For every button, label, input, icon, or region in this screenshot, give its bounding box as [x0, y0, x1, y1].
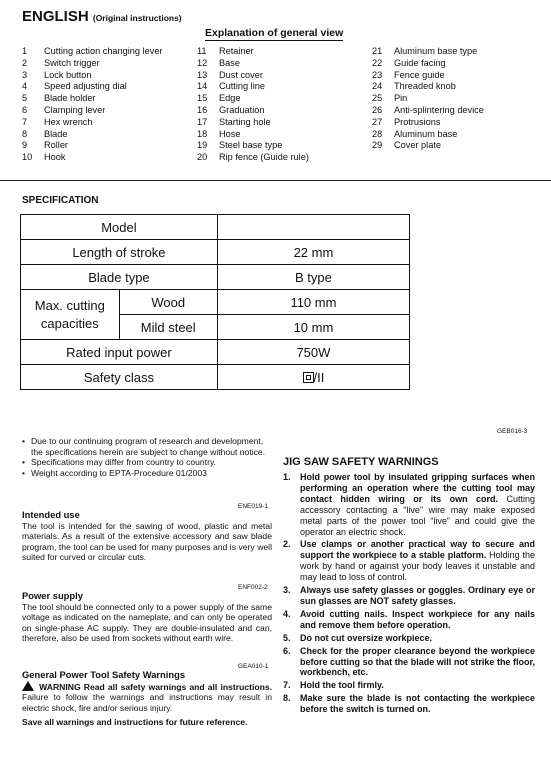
warning-item — [283, 680, 535, 691]
warning-item — [283, 609, 535, 631]
section-text: The tool is intended for the sawing of wood, plastic and metal materials. As a result of the extensive accessory and saw blade program, the tool can be used for many purposes and is very well suited for curved or circular cuts. — [22, 520, 272, 563]
part-number: 15 — [197, 93, 208, 104]
spec-row-blade — [21, 265, 410, 290]
part-number: 9 — [22, 140, 28, 151]
warning-bold-text: Do not cut oversize workpiece. — [300, 632, 433, 643]
spec-value: B type — [217, 265, 409, 290]
part-label: Retainer — [219, 46, 254, 56]
spec-value: 110 mm — [217, 290, 409, 315]
part-label: Pin — [394, 93, 408, 104]
part-number: 26 — [372, 104, 383, 115]
part-label: Hose — [219, 128, 241, 139]
parts-list-item — [22, 105, 163, 117]
warning-bold-text: Check for the proper clearance beyond the workpiece before cutting so that the blade will not strike the floor, workbench, etc. — [300, 645, 535, 678]
spec-label: Model — [21, 215, 218, 240]
parts-list-item — [372, 129, 484, 141]
spec-label: Safety class — [21, 365, 218, 390]
part-label: Guide facing — [394, 57, 446, 68]
part-label: Anti-splintering device — [394, 104, 484, 115]
part-number: 27 — [372, 116, 383, 127]
double-insulation-icon — [303, 372, 314, 383]
part-number: 11 — [197, 46, 207, 56]
part-label: Edge — [219, 93, 241, 104]
part-number: 29 — [372, 140, 383, 151]
spec-value: 750W — [217, 340, 409, 365]
part-label: Rip fence (Guide rule) — [219, 152, 309, 163]
warning-text — [300, 646, 535, 679]
part-label: Hook — [44, 152, 66, 163]
spec-row-safety — [21, 365, 410, 390]
list-item: • Due to our continuing program of research and development, the specifications herein are subject to change without notice. — [22, 436, 266, 457]
warning-text — [300, 633, 432, 644]
warning-bold-text: Use clamps or another practical way to secure and support the workpiece to a stable platform. — [300, 539, 535, 561]
part-number: 23 — [372, 69, 383, 80]
spec-row-wood — [21, 290, 410, 315]
parts-list-item — [372, 105, 484, 117]
parts-list-item — [372, 93, 484, 105]
save-instructions-text: Save all warnings and instructions for future reference. — [22, 717, 248, 728]
warning-item — [283, 472, 535, 537]
part-label: Blade — [44, 128, 68, 139]
part-label: Speed adjusting dial — [44, 81, 127, 92]
part-label: Fence guide — [394, 69, 445, 80]
spec-label: Rated input power — [21, 340, 218, 365]
spec-sublabel: Mild steel — [119, 315, 217, 340]
spec-label: Blade type — [21, 265, 218, 290]
warning-number: 8. — [283, 693, 291, 704]
warning-bold-text: Hold power tool by insulated gripping surfaces when performing an operation where the cutting tool may contact hidden wiring or its own cord. — [300, 472, 535, 504]
parts-list-item — [197, 152, 309, 164]
parts-list-item — [372, 46, 484, 58]
part-number: 10 — [22, 152, 33, 163]
warning-number: 6. — [283, 645, 291, 656]
spec-row-model — [21, 215, 410, 240]
warning-number: 4. — [283, 608, 291, 619]
parts-list-item — [197, 117, 309, 129]
language-title: ENGLISH — [22, 8, 89, 25]
warning-number: 5. — [283, 632, 291, 643]
warning-text — [300, 680, 384, 691]
power-supply-section — [22, 591, 272, 644]
parts-list-item — [22, 129, 163, 141]
part-label: Blade holder — [44, 93, 96, 104]
warning-bold-text: Hold the tool firmly. — [300, 680, 384, 691]
warning-item — [283, 646, 535, 679]
section-divider — [0, 180, 551, 181]
part-number: 1 — [22, 46, 28, 56]
warning-item — [283, 585, 535, 607]
parts-list-item — [197, 46, 309, 58]
parts-list-item — [22, 93, 163, 105]
parts-list-item — [372, 70, 484, 82]
warning-detail-text: Cutting accessory contacting a “live” wire may make exposed metal parts of the power tool “live” and could give the operator an electric shock. — [300, 493, 535, 537]
warning-text — [300, 585, 535, 607]
section-heading: Power supply — [22, 590, 83, 601]
part-number: 25 — [372, 93, 383, 104]
part-number: 5 — [22, 93, 28, 104]
parts-list-item — [22, 117, 163, 129]
part-label: Switch trigger — [44, 57, 100, 68]
part-label: Dust cover — [219, 69, 263, 80]
code-label: ENF002-2 — [238, 584, 268, 591]
warning-text — [300, 609, 535, 631]
specification-title: SPECIFICATION — [22, 195, 99, 206]
part-number: 17 — [197, 116, 208, 127]
list-item: • Specifications may differ from country to country. — [22, 457, 217, 468]
warning-text: WARNING Read all safety warnings and all instructions. Failure to follow the warnings and instructions may result in electric shock, fire and/or serious injury. — [22, 681, 273, 713]
warning-bold-text: Make sure the blade is not contacting the workpiece before the switch is turned on. — [300, 693, 535, 715]
part-number: 12 — [197, 57, 208, 68]
parts-list-item — [197, 93, 309, 105]
warning-item — [283, 633, 535, 644]
parts-list-item — [22, 152, 163, 164]
parts-list-item — [22, 81, 163, 93]
part-number: 28 — [372, 128, 383, 139]
page-title — [22, 8, 182, 25]
part-number: 20 — [197, 152, 208, 163]
parts-list-item — [22, 58, 163, 70]
warning-number: 3. — [283, 585, 291, 596]
bullet-icon: • — [22, 436, 26, 446]
specification-table — [20, 214, 410, 390]
part-label: Aluminum base — [394, 128, 458, 139]
part-label: Lock button — [44, 69, 92, 80]
part-label: Starting hole — [219, 116, 271, 127]
parts-list-item — [197, 105, 309, 117]
part-label: Base — [219, 57, 240, 68]
part-label: Graduation — [219, 104, 265, 115]
part-number: 2 — [22, 57, 28, 68]
part-number: 3 — [22, 69, 28, 80]
warning-text — [300, 472, 535, 537]
warning-number: 2. — [283, 539, 291, 550]
parts-list-item — [197, 81, 309, 93]
parts-list-item — [197, 129, 309, 141]
part-label: Cutting line — [219, 81, 265, 92]
parts-list-item — [372, 58, 484, 70]
warning-detail-text: Holding the work by hand or against your body leaves it unstable and may lead to loss of control. — [300, 550, 535, 583]
list-item: • Weight according to EPTA-Procedure 01/2003 — [22, 467, 207, 478]
part-number: 24 — [372, 81, 383, 92]
part-label: Cover plate — [394, 140, 441, 151]
spec-value: 10 mm — [217, 315, 409, 340]
part-number: 21 — [372, 46, 383, 56]
spec-label: Length of stroke — [21, 240, 218, 265]
warning-text — [300, 539, 535, 583]
warning-bold-text: Avoid cutting nails. Inspect workpiece for any nails and remove them before operation. — [300, 608, 535, 630]
part-label: Roller — [44, 140, 68, 151]
code-label: ENE019-1 — [238, 503, 268, 510]
warning-triangle-icon — [22, 681, 34, 691]
part-number: 13 — [197, 69, 208, 80]
parts-list-item — [22, 70, 163, 82]
language-subtitle: (Original instructions) — [92, 13, 182, 23]
general-view-title: Explanation of general view — [205, 27, 344, 39]
part-number: 4 — [22, 81, 28, 92]
section-heading: Intended use — [22, 509, 80, 520]
section-heading: General Power Tool Safety Warnings — [22, 669, 186, 680]
part-number: 6 — [22, 104, 28, 115]
part-label: Cutting action changing lever — [44, 46, 163, 56]
parts-list-item — [372, 117, 484, 129]
warning-bold-text: Always use safety glasses or goggles. Ordinary eye or sun glasses are NOT safety glasses. — [300, 585, 535, 606]
intended-use-section — [22, 510, 272, 563]
code-label: GEB016-3 — [497, 428, 528, 435]
bullet-icon: • — [22, 467, 26, 478]
spec-sublabel: Wood — [119, 290, 217, 315]
part-number: 16 — [197, 104, 208, 115]
spec-row-stroke — [21, 240, 410, 265]
bullet-icon: • — [22, 457, 26, 468]
warning-item — [283, 539, 535, 583]
part-number: 14 — [197, 81, 208, 92]
warning-number: 1. — [283, 472, 291, 482]
part-label: Threaded knob — [394, 81, 456, 92]
jig-saw-warnings-title: JIG SAW SAFETY WARNINGS — [283, 456, 439, 468]
warning-item — [283, 693, 535, 715]
parts-list-item — [197, 140, 309, 152]
part-label: Clamping lever — [44, 104, 106, 115]
parts-list-item — [22, 140, 163, 152]
jig-saw-warnings-list — [283, 472, 535, 717]
parts-list-item — [22, 46, 163, 58]
parts-column-1 — [22, 46, 163, 164]
part-label: Steel base type — [219, 140, 283, 151]
code-label: GEA010-1 — [238, 663, 269, 670]
section-text: The tool should be connected only to a power supply of the same voltage as indicated on the nameplate, and can only be operated on single-phase AC supply. They are double-insulated and can, therefore, also be used from sockets without earth wire. — [22, 601, 272, 644]
spec-value: 22 mm — [217, 240, 409, 265]
warning-text — [300, 693, 535, 715]
warning-number: 7. — [283, 680, 291, 691]
part-number: 19 — [197, 140, 208, 151]
part-number: 18 — [197, 128, 208, 139]
part-label: Hex wrench — [44, 116, 93, 127]
parts-list-item — [197, 70, 309, 82]
parts-column-2 — [197, 46, 309, 164]
part-number: 8 — [22, 128, 28, 139]
safety-class-value: /II — [313, 369, 325, 385]
parts-column-3 — [372, 46, 484, 152]
spec-notes — [22, 436, 272, 478]
spec-row-power — [21, 340, 410, 365]
part-label: Aluminum base type — [394, 46, 478, 56]
part-number: 22 — [372, 57, 383, 68]
spec-value — [217, 215, 409, 240]
parts-list-item — [197, 58, 309, 70]
spec-label: Max. cutting capacities — [21, 290, 120, 340]
parts-list-item — [372, 140, 484, 152]
spec-value — [217, 365, 409, 390]
part-label: Protrusions — [394, 116, 441, 127]
parts-list-item — [372, 81, 484, 93]
part-number: 7 — [22, 116, 28, 127]
general-warnings-section — [22, 670, 272, 728]
